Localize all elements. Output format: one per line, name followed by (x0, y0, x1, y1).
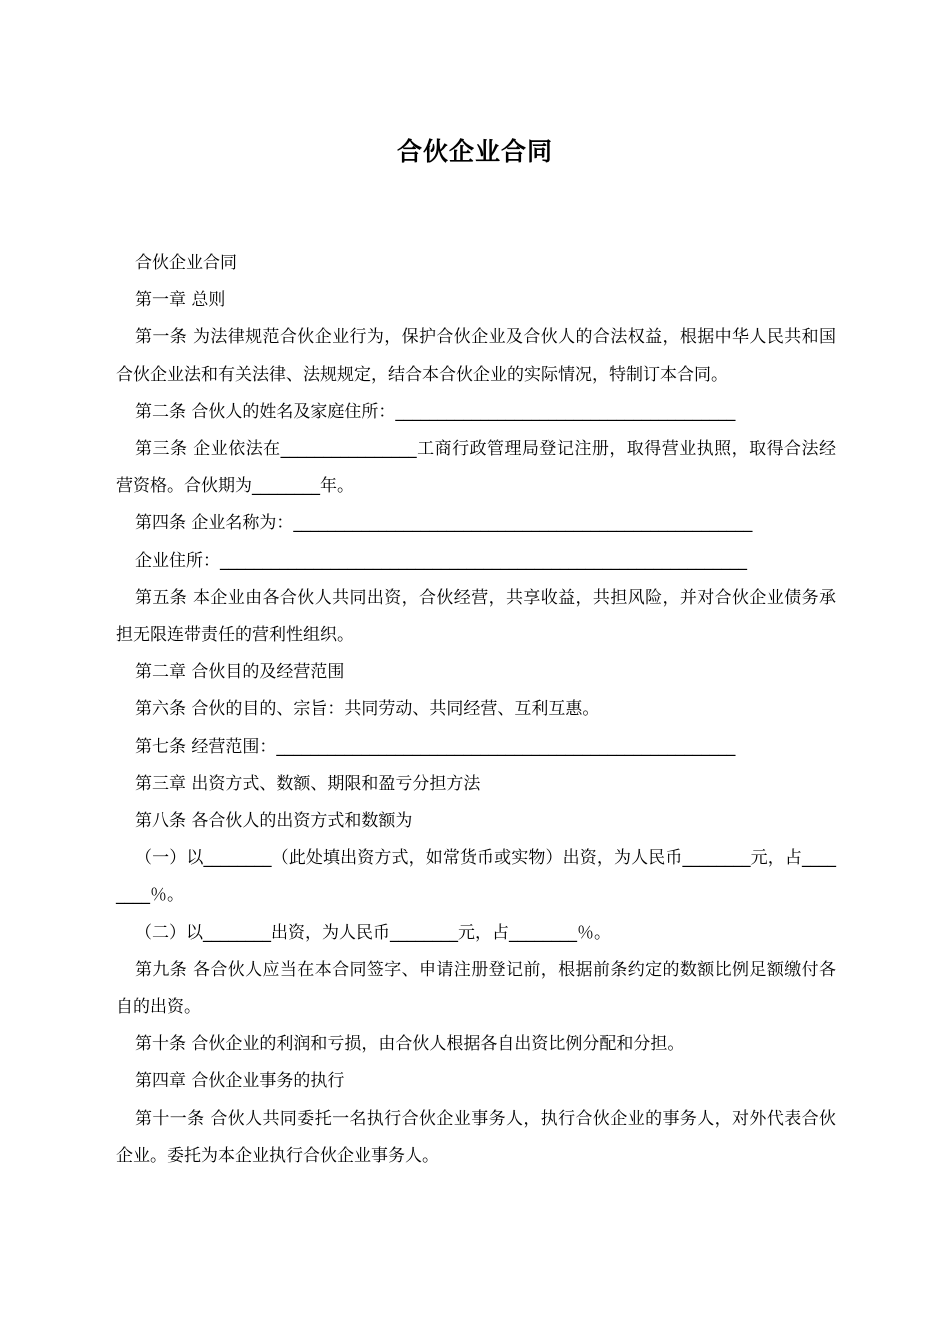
article-1: 第一条 为法律规范合伙企业行为，保护合伙企业及合伙人的合法权益，根据中华人民共和国合伙企业法和有关法律、法规规定，结合本合伙企业的实际情况，特制订本合同。 (116, 327, 836, 385)
article-10: 第十条 合伙企业的利润和亏损，由合伙人根据各自出资比例分配和分担。 (135, 1034, 685, 1055)
article-2: 第二条 合伙人的姓名及家庭住所：________________________________________ (135, 401, 736, 422)
chapter-4-heading: 第四章 合伙企业事务的执行 (135, 1071, 345, 1092)
chapter-1-heading: 第一章 总则 (135, 290, 226, 311)
article-8-item-1: （一）以________（此处填出资方式，如常货币或实物）出资，为人民币________元，占________％。 (116, 848, 836, 906)
enterprise-address: 企业住所：______________________________________________________________ (135, 550, 747, 571)
article-8-item-2: （二）以________出资，为人民币________元，占________％。 (135, 922, 611, 943)
document-title: 合伙企业合同 (396, 137, 553, 166)
article-11: 第十一条 合伙人共同委托一名执行合伙企业事务人，执行合伙企业的事务人，对外代表合伙企业。委托为本企业执行合伙企业事务人。 (116, 1108, 836, 1166)
paragraph-heading: 合伙企业合同 (135, 253, 237, 273)
article-8: 第八条 各合伙人的出资方式和数额为 (135, 811, 413, 832)
document-body (116, 245, 836, 1175)
chapter-2-heading: 第二章 合伙目的及经营范围 (135, 662, 345, 683)
article-9: 第九条 各合伙人应当在本合同签字、申请注册登记前，根据前条约定的数额比例足额缴付各自的出资。 (116, 959, 836, 1018)
article-4: 第四条 企业名称为：______________________________________________________ (135, 513, 753, 534)
article-6: 第六条 合伙的目的、宗旨：共同劳动、共同经营、互利互惠。 (135, 699, 600, 720)
chapter-3-heading: 第三章 出资方式、数额、期限和盈亏分担方法 (135, 773, 481, 794)
article-5: 第五条 本企业由各合伙人共同出资，合伙经营，共享收益，共担风险，并对合伙企业债务承担无限连带责任的营利性组织。 (116, 587, 836, 646)
article-7: 第七条 经营范围：______________________________________________________ (135, 736, 736, 757)
article-3: 第三条 企业依法在________________工商行政管理局登记注册，取得营业执照，取得合法经营资格。合伙期为________年。 (116, 439, 836, 497)
